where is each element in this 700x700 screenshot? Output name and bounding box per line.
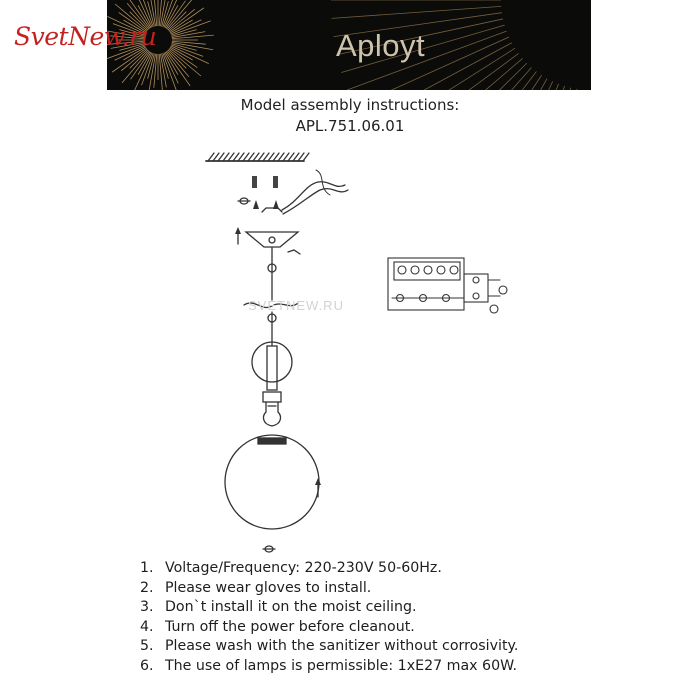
note-text: Turn off the power before cleanout. (165, 618, 415, 635)
instruction-notes (140, 559, 518, 677)
note-text: The use of lamps is permissible: 1xE27 max 60W. (165, 657, 518, 674)
note-item (140, 559, 518, 579)
note-text: Voltage/Frequency: 220-230V 50-60Hz. (165, 560, 442, 576)
model-number: APL.751.06.01 (295, 117, 405, 135)
note-text: Please wear gloves to install. (165, 579, 372, 596)
note-number: 5. (140, 638, 154, 655)
note-number: 3. (140, 599, 154, 616)
brand-logo: Aployt (336, 28, 426, 63)
rotate-icon (263, 546, 275, 552)
note-number: 6. (140, 657, 154, 674)
up-arrow-icon (235, 227, 241, 244)
document-title: Model assembly instructions: (240, 96, 460, 114)
note-item (140, 618, 518, 638)
wiring-terminal-icon (388, 258, 507, 313)
note-item (140, 657, 518, 677)
screw-icon (252, 176, 279, 209)
note-number: 2. (140, 579, 154, 596)
note-item (140, 579, 518, 599)
note-text: Don`t install it on the moist ceiling. (165, 599, 417, 616)
note-item (140, 598, 518, 618)
ceiling-hatch-icon (206, 153, 309, 161)
note-item (140, 637, 518, 657)
up-arrow-icon (315, 478, 321, 497)
note-number: 4. (140, 618, 154, 635)
ring-holder (252, 342, 292, 390)
canopy (246, 232, 300, 254)
site-watermark-text: SvetNew.ru (14, 22, 157, 51)
suspension-rod (244, 248, 298, 345)
rotate-icon (238, 198, 250, 204)
e27-bulb-socket (263, 392, 281, 426)
glass-globe-shade (225, 435, 319, 529)
note-number: 1. (140, 560, 154, 576)
note-text: Please wash with the sanitizer without corrosivity. (165, 638, 519, 655)
center-watermark: SVETNEW.RU (248, 298, 344, 313)
